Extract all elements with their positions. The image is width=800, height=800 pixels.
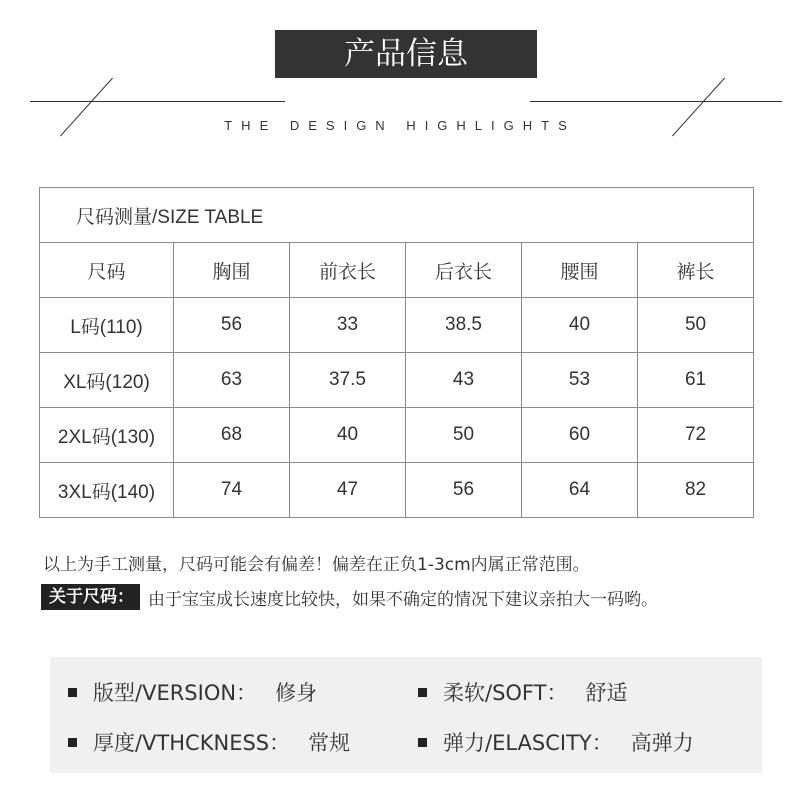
table-cell: 43 (406, 353, 522, 408)
divider-line-right (530, 101, 782, 102)
table-cell: 64 (522, 463, 638, 518)
size-table-caption: 尺码测量/SIZE TABLE (40, 188, 754, 243)
table-row (40, 408, 754, 463)
attribute-thickness (68, 727, 350, 757)
table-cell: XL码(120) (40, 353, 174, 408)
column-header-front-length: 前衣长 (290, 243, 406, 298)
attribute-label: 厚度/VTHCKNESS： (93, 731, 291, 755)
column-header-pants-length: 裤长 (638, 243, 754, 298)
size-advice-tag: 关于尺码： (41, 584, 140, 610)
square-bullet-icon (68, 738, 77, 747)
table-cell: 40 (522, 298, 638, 353)
table-cell: 63 (174, 353, 290, 408)
table-cell: 47 (290, 463, 406, 518)
table-cell: 61 (638, 353, 754, 408)
column-header-chest: 胸围 (174, 243, 290, 298)
size-table (39, 187, 754, 518)
table-cell: L码(110) (40, 298, 174, 353)
attribute-value: 高弹力 (630, 731, 694, 755)
table-cell: 33 (290, 298, 406, 353)
table-cell: 68 (174, 408, 290, 463)
table-cell: 50 (406, 408, 522, 463)
measurement-note: 以上为手工测量，尺码可能会有偏差！偏差在正负1-3cm内属正常范围。 (43, 555, 590, 575)
design-highlights-subtitle: THE DESIGN HIGHLIGHTS (224, 118, 576, 133)
table-row (40, 353, 754, 408)
product-attributes-panel (50, 657, 762, 773)
table-row (40, 463, 754, 518)
table-cell: 53 (522, 353, 638, 408)
attribute-value: 舒适 (585, 681, 628, 705)
attribute-label: 柔软/SOFT： (443, 681, 568, 705)
table-cell: 56 (174, 298, 290, 353)
column-header-waist: 腰围 (522, 243, 638, 298)
square-bullet-icon (68, 688, 77, 697)
size-advice-text: 由于宝宝成长速度比较快，如果不确定的情况下建议亲拍大一码哟。 (148, 589, 658, 610)
table-cell: 40 (290, 408, 406, 463)
attribute-value: 常规 (308, 731, 351, 755)
attribute-soft (418, 677, 627, 707)
size-advice-line (41, 584, 658, 610)
table-cell: 72 (638, 408, 754, 463)
table-cell: 2XL码(130) (40, 408, 174, 463)
square-bullet-icon (418, 738, 427, 747)
attribute-elasticity (418, 727, 694, 757)
square-bullet-icon (418, 688, 427, 697)
table-row (40, 298, 754, 353)
size-table-header-row (40, 243, 754, 298)
page-title: 产品信息 (275, 30, 537, 78)
table-cell: 56 (406, 463, 522, 518)
table-cell: 37.5 (290, 353, 406, 408)
table-cell: 3XL码(140) (40, 463, 174, 518)
table-cell: 50 (638, 298, 754, 353)
column-header-back-length: 后衣长 (406, 243, 522, 298)
divider-line-left (30, 101, 285, 102)
table-cell: 60 (522, 408, 638, 463)
attribute-value: 修身 (275, 681, 318, 705)
attribute-label: 弹力/ELASCITY： (443, 731, 613, 755)
table-cell: 74 (174, 463, 290, 518)
attribute-label: 版型/VERSION： (93, 681, 258, 705)
attribute-version (68, 677, 317, 707)
column-header-size: 尺码 (40, 243, 174, 298)
table-cell: 82 (638, 463, 754, 518)
table-cell: 38.5 (406, 298, 522, 353)
